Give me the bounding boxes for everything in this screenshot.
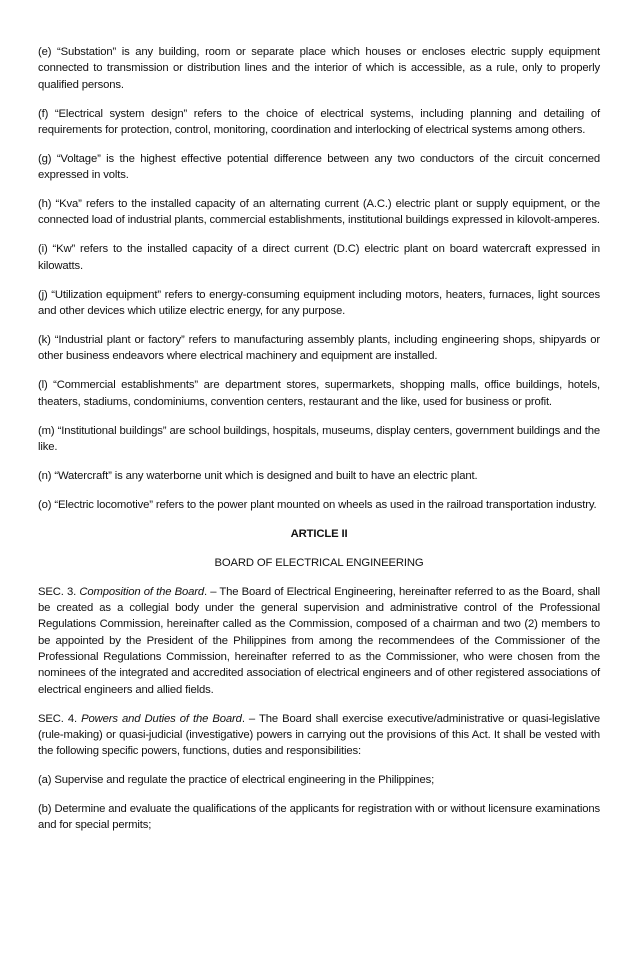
- section-4-title: Powers and Duties of the Board: [81, 712, 242, 725]
- definition-m: (m) “Institutional buildings” are school buildings, hospitals, museums, display centers, government buildings and the like.: [38, 424, 600, 453]
- section-3-body: . – The Board of Electrical Engineering, hereinafter referred to as the Board, shall be created as a collegial body under the general supervision and administrative control of the Professional Regulations Commission, hereinafter called as the Commission, composed of a chairman and two (2) members to be appointed by the President of the Philippines from among the recommendees of the Commissioner of the Professional Regulations Commission, hereinafter referred to as the Commissioner, who were chosen from the nominees of the integrated and accredited association of electrical engineers and of other registered associations of electrical engineers and allied fields.: [38, 585, 600, 696]
- section-4-body: . – The Board shall exercise executive/administrative or quasi-legislative (rule-making) or quasi-judicial (investigative) powers in carrying out the provisions of this Act. It shall be vested with the following specific powers, functions, duties and responsibilities:: [38, 712, 600, 758]
- section-4-item-a: (a) Supervise and regulate the practice of electrical engineering in the Philippines;: [38, 774, 435, 787]
- article-title: BOARD OF ELECTRICAL ENGINEERING: [214, 556, 424, 569]
- definition-i: (i) “Kw” refers to the installed capacity of a direct current (D.C) electric plant on board watercraft expressed in kilowatts.: [38, 243, 600, 272]
- definition-g: (g) “Voltage” is the highest effective potential difference between any two conductors of the circuit concerned expressed in volts.: [38, 152, 600, 182]
- definition-j: (j) “Utilization equipment” refers to energy-consuming equipment including motors, heaters, furnaces, light sources and other devices which utilize electric energy, for any purpose.: [38, 288, 600, 317]
- article-heading: ARTICLE II: [290, 527, 348, 540]
- section-4-item-b: (b) Determine and evaluate the qualifications of the applicants for registration with or without licensure examinations and for special permits;: [38, 803, 600, 832]
- definition-f: (f) “Electrical system design” refers to the choice of electrical systems, including planning and detailing of requirements for protection, control, monitoring, coordination and interlocking of electrical systems among others.: [38, 107, 600, 136]
- definition-o: (o) “Electric locomotive” refers to the power plant mounted on wheels as used in the railroad transportation industry.: [38, 498, 597, 511]
- section-3-title: Composition of the Board: [79, 585, 204, 598]
- definition-k: (k) “Industrial plant or factory” refers to manufacturing assembly plants, including engineering shops, shipyards or other business endeavors where electrical machinery and equipment are installed.: [38, 333, 600, 363]
- definition-e: (e) “Substation” is any building, room or separate place which houses or encloses electric supply equipment connected to transmission or distribution lines and the interior of which is accessible, as a rule, only to properly qualified persons.: [38, 46, 600, 91]
- section-3-number: SEC. 3.: [38, 585, 80, 598]
- definition-h: (h) “Kva” refers to the installed capacity of an alternating current (A.C.) electric plant or supply equipment, or the connected load of industrial plants, commercial establishments, institutional buildings expressed in kilovolt-amperes.: [38, 198, 600, 227]
- definition-l: (l) “Commercial establishments” are department stores, supermarkets, shopping malls, office buildings, hotels, theaters, stadiums, condominiums, convention centers, restaurant and the like, used for business or profit.: [38, 379, 600, 408]
- definition-n: (n) “Watercraft” is any waterborne unit which is designed and built to have an electric plant.: [38, 469, 478, 482]
- section-3: [38, 584, 600, 698]
- section-4: [38, 711, 600, 760]
- section-4-number: SEC. 4.: [38, 712, 82, 725]
